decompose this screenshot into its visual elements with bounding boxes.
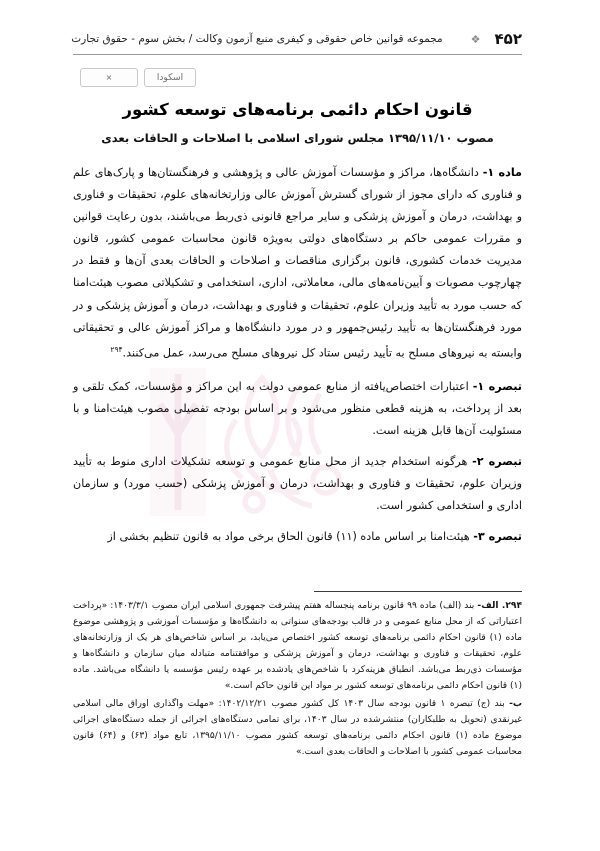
article-text: هرگونه استخدام جدید از محل منابع عمومی و توسعه تشکیلات اداری منوط به تأیید وزیران علوم، تحقیقات و فناوری و بهداشت، درمان و آموزش پزشکی (حسب مورد) و سازمان اداری و استخدامی کشور است. <box>73 454 522 513</box>
article-lead: تبصره ۳- <box>473 530 522 544</box>
scouda-button[interactable]: اسکودا <box>144 68 196 87</box>
page-title: قانون احکام دائمی برنامه‌های توسعه کشور <box>122 100 473 119</box>
article-text: هیئت‌امنا بر اساس ماده (۱۱) قانون الحاق برخی مواد به قانون تنظیم بخشی از <box>107 530 474 544</box>
article-text: دانشگاه‌ها، مراکز و مؤسسات آموزش عالی و پژوهشی و فرهنگستان‌ها و پارک‌های علم و فناوری که دارای مجوز از شورای گسترش آموزش عالی وزارتخانه‌های علوم، تحقیقات و فناوری و بهداشت، درمان و آموزش پزشکی و سایر مراجع قانونی ذی‌ربط می‌باشند، بدون رعایت قوانین و مقررات عمومی حاکم بر دستگاه‌های دولتی به‌ویژه قانون محاسبات عمومی کشور، قانون مدیریت خدمات کشوری، قانون برگزاری مناقصات و اصلاحات و الحاقات بعدی آن‌ها و فقط در چهارچوب مصوبات و آیین‌نامه‌های مالی، معاملاتی، اداری، استخدامی و تشکیلاتی مصوب هیئت‌امنا که حسب مورد به تأیید وزیران علوم، تحقیقات و فناوری و بهداشت، درمان و آموزش پزشکی و در مورد فرهنگستان‌ها به تأیید رئیس‌جمهور و در مورد دانشگاه‌ها و مراکز آموزش عالی و تحقیقاتی وابسته به نیروهای مسلح به تأیید رئیس ستاد کل نیروهای مسلح می‌رسد، عمل می‌کنند. <box>73 166 522 360</box>
page-subtitle: مصوب ۱۳۹۵/۱۱/۱۰ مجلس شورای اسلامی با اصلاحات و الحاقات بعدی <box>101 131 494 145</box>
footnote-number: ۲۹۴. <box>501 601 522 611</box>
article-lead: ماده ۱- <box>482 166 522 179</box>
toolbar <box>80 68 196 87</box>
article-paragraph <box>73 451 522 517</box>
footnote-marker[interactable]: ۲۹۴ <box>110 344 123 354</box>
article-paragraph <box>73 526 522 548</box>
article-text: اعتبارات اختصاص‌یافته از منابع عمومی دولت به این مراکز و مؤسسات، کمک تلقی و بعد از پرداخت، به هزینه قطعی منظور می‌شود و بر اساس بودجه تفصیلی مصوب هیئت‌امنا و با مسئولیت آن‌ها قابل هزینه است. <box>73 379 522 437</box>
header-title: مجموعه قوانین خاص حقوقی و کیفری منبع آزمون وکالت / بخش سوم - حقوق تجارت <box>71 33 443 45</box>
footnote-item <box>73 598 522 695</box>
running-header <box>73 28 522 50</box>
footnote-text: بند (الف) ماده ۹۹ قانون برنامه پنجساله هفتم پیشرفت جمهوری اسلامی ایران مصوب ۱۴۰۳/۳/۱: «پرداخت اعتباراتی که از محل منابع عمومی و در قالب بودجه‌های سنواتی به دانشگاه‌ها و مؤسسات آموزشی و پژوهشی موضوع ماده (۱) قانون احکام دائمی برنامه‌های توسعه کشور اختصاص می‌یابد، بر اساس شاخص‌های هر یک از وزارتخانه‌های علوم، تحقیقات و فناوری و بهداشت، درمان و آموزش پزشکی و موافقتنامه متبادله میان سازمان و دانشگاه‌ها و مؤسسات ذی‌ربط می‌باشد. انطباق هزینه‌کرد با شاخص‌های یادشده بر عهده رئیس مؤسسه یا دانشگاه می‌باشد. ماده (۱) قانون احکام دائمی برنامه‌های توسعه کشور بر مواد این قانون حاکم است.» <box>73 601 522 692</box>
footnote-text: بند (ج) تبصره ۱ قانون بودجه سال ۱۴۰۳ کل کشور مصوب ۱۴۰۲/۱۲/۲۱: «مهلت واگذاری اوراق مالی اسلامی غیرنقدی (تحویل به طلبکاران) منتشرشده در سال ۱۴۰۳، برای تمامی دستگاه‌های اجرائی از جمله دستگاه‌های اجرائی موضوع ماده (۱) قانون احکام دائمی برنامه‌های توسعه کشور مصوب ۱۳۹۵/۱۱/۱۰، تابع مواد (۶۳) و (۶۴) قانون محاسبات عمومی کشور با اصلاحات و الحاقات بعدی است.» <box>73 698 522 757</box>
article-lead: تبصره ۲- <box>472 454 523 468</box>
article-list <box>73 162 522 557</box>
footnote-list <box>73 598 522 761</box>
footnote-divider <box>314 591 522 592</box>
article-paragraph <box>73 376 522 442</box>
footnote-item <box>73 696 522 760</box>
diamond-ornament-icon: ❖ <box>470 32 481 46</box>
article-paragraph <box>73 162 522 365</box>
close-button[interactable]: × <box>80 68 138 87</box>
footnote-lead: ب- <box>509 698 522 709</box>
article-lead: تبصره ۱- <box>472 379 522 393</box>
footnote-lead: الف- <box>477 601 502 611</box>
header-divider <box>73 54 522 55</box>
page-number: ۴۵۲ <box>494 30 522 48</box>
